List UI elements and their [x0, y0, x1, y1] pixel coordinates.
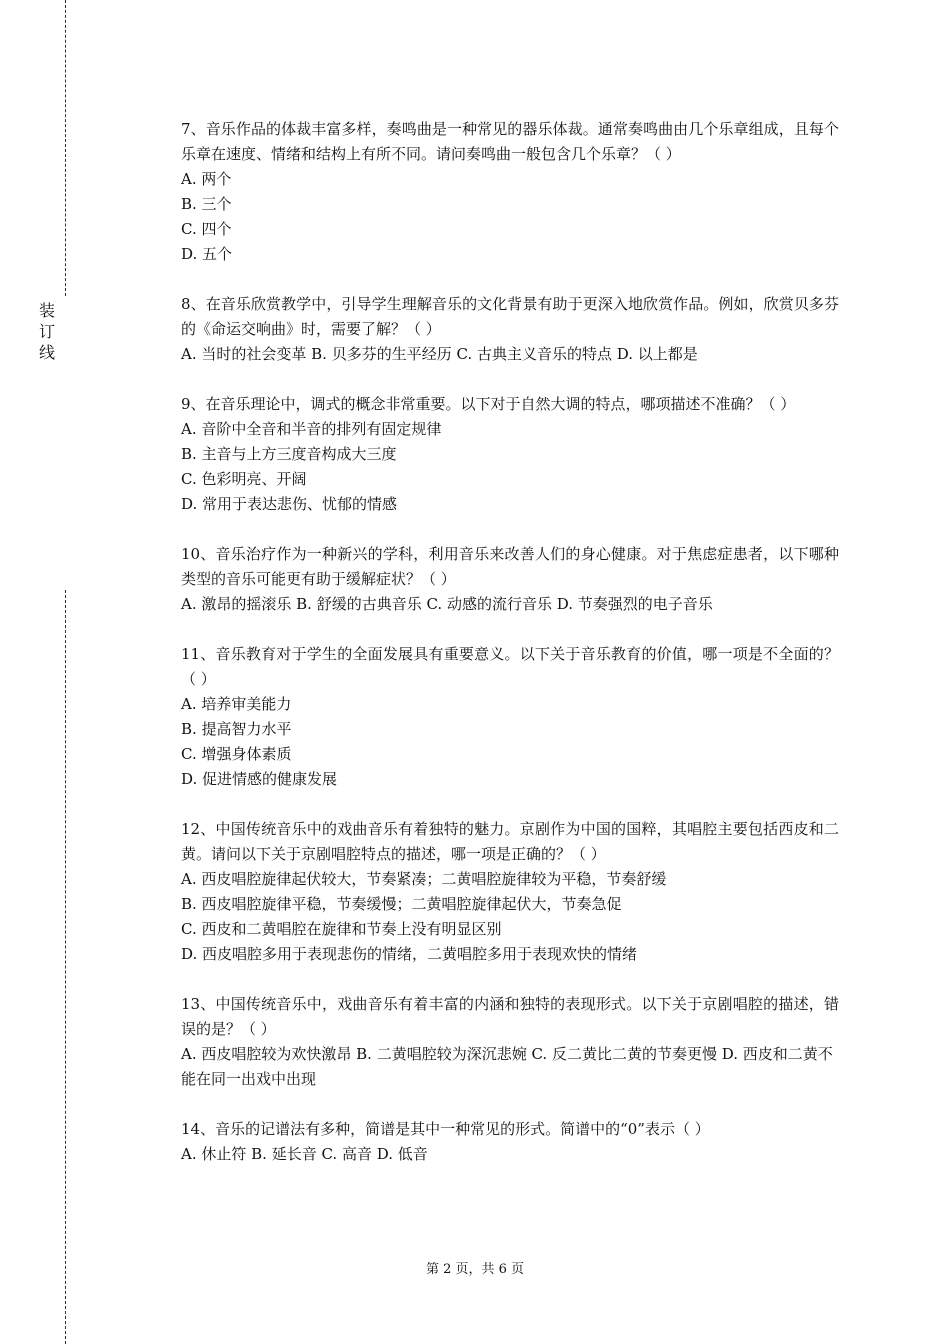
option: B. 主音与上方三度音构成大三度	[181, 445, 397, 463]
option: A. 西皮唱腔旋律起伏较大，节奏紧凑；二黄唱腔旋律较为平稳，节奏舒缓	[181, 870, 667, 888]
option: C. 色彩明亮、开阔	[181, 470, 307, 488]
question-text: 13、中国传统音乐中，戏曲音乐有着丰富的内涵和独特的表现形式。以下关于京剧唱腔的描述，错误的是？（ ）	[181, 995, 839, 1038]
option: A. 两个	[181, 170, 232, 188]
question-text: 7、音乐作品的体裁丰富多样，奏鸣曲是一种常见的器乐体裁。通常奏鸣曲由几个乐章组成，且每个乐章在速度、情绪和结构上有所不同。请问奏鸣曲一般包含几个乐章？（ ）	[181, 120, 839, 163]
question-list	[181, 117, 839, 1192]
question-text: 8、在音乐欣赏教学中，引导学生理解音乐的文化背景有助于更深入地欣赏作品。例如，欣赏贝多芬的《命运交响曲》时，需要了解？（ ）	[181, 295, 839, 338]
question-text: 10、音乐治疗作为一种新兴的学科，利用音乐来改善人们的身心健康。对于焦虑症患者，以下哪种类型的音乐可能更有助于缓解症状？（ ）	[181, 545, 839, 588]
page-number: 第 2 页，共 6 页	[425, 1262, 525, 1277]
option: B. 提高智力水平	[181, 720, 292, 738]
question-9	[181, 392, 839, 517]
binding-char: 订	[38, 322, 55, 341]
question-7	[181, 117, 839, 267]
option: A. 西皮唱腔较为欢快激昂 B. 二黄唱腔较为深沉悲婉 C. 反二黄比二黄的节奏更慢 D. 西皮和二黄不能在同一出戏中出现	[181, 1045, 833, 1088]
question-14	[181, 1117, 839, 1167]
question-12	[181, 817, 839, 967]
question-10	[181, 542, 839, 617]
option: B. 三个	[181, 195, 232, 213]
option: D. 西皮唱腔多用于表现悲伤的情绪，二黄唱腔多用于表现欢快的情绪	[181, 945, 638, 963]
question-text: 11、音乐教育对于学生的全面发展具有重要意义。以下关于音乐教育的价值，哪一项是不全面的？（ ）	[181, 645, 839, 688]
question-text: 14、音乐的记谱法有多种，简谱是其中一种常见的形式。简谱中的“0”表示（ ）	[181, 1120, 710, 1138]
option: A. 音阶中全音和半音的排列有固定规律	[181, 420, 442, 438]
option: C. 增强身体素质	[181, 745, 292, 763]
option: D. 五个	[181, 245, 233, 263]
option: B. 西皮唱腔旋律平稳，节奏缓慢；二黄唱腔旋律起伏大，节奏急促	[181, 895, 622, 913]
question-8	[181, 292, 839, 367]
question-text: 12、中国传统音乐中的戏曲音乐有着独特的魅力。京剧作为中国的国粹，其唱腔主要包括西皮和二黄。请问以下关于京剧唱腔特点的描述，哪一项是正确的？（ ）	[181, 820, 839, 863]
binding-char: 线	[38, 343, 55, 362]
option: A. 激昂的摇滚乐 B. 舒缓的古典音乐 C. 动感的流行音乐 D. 节奏强烈的电子音乐	[181, 595, 713, 613]
binding-char: 装	[38, 301, 55, 320]
binding-line-top	[65, 0, 66, 296]
option: D. 常用于表达悲伤、忧郁的情感	[181, 495, 398, 513]
option: D. 促进情感的健康发展	[181, 770, 338, 788]
option: A. 培养审美能力	[181, 695, 292, 713]
question-11	[181, 642, 839, 792]
option: C. 四个	[181, 220, 232, 238]
question-13	[181, 992, 839, 1092]
binding-line-bottom	[65, 590, 66, 1344]
option: A. 当时的社会变革 B. 贝多芬的生平经历 C. 古典主义音乐的特点 D. 以上都是	[181, 345, 698, 363]
binding-label	[37, 300, 57, 363]
option: C. 西皮和二黄唱腔在旋律和节奏上没有明显区别	[181, 920, 502, 938]
question-text: 9、在音乐理论中，调式的概念非常重要。以下对于自然大调的特点，哪项描述不准确？（ ）	[181, 395, 796, 413]
option: A. 休止符 B. 延长音 C. 高音 D. 低音	[181, 1145, 428, 1163]
